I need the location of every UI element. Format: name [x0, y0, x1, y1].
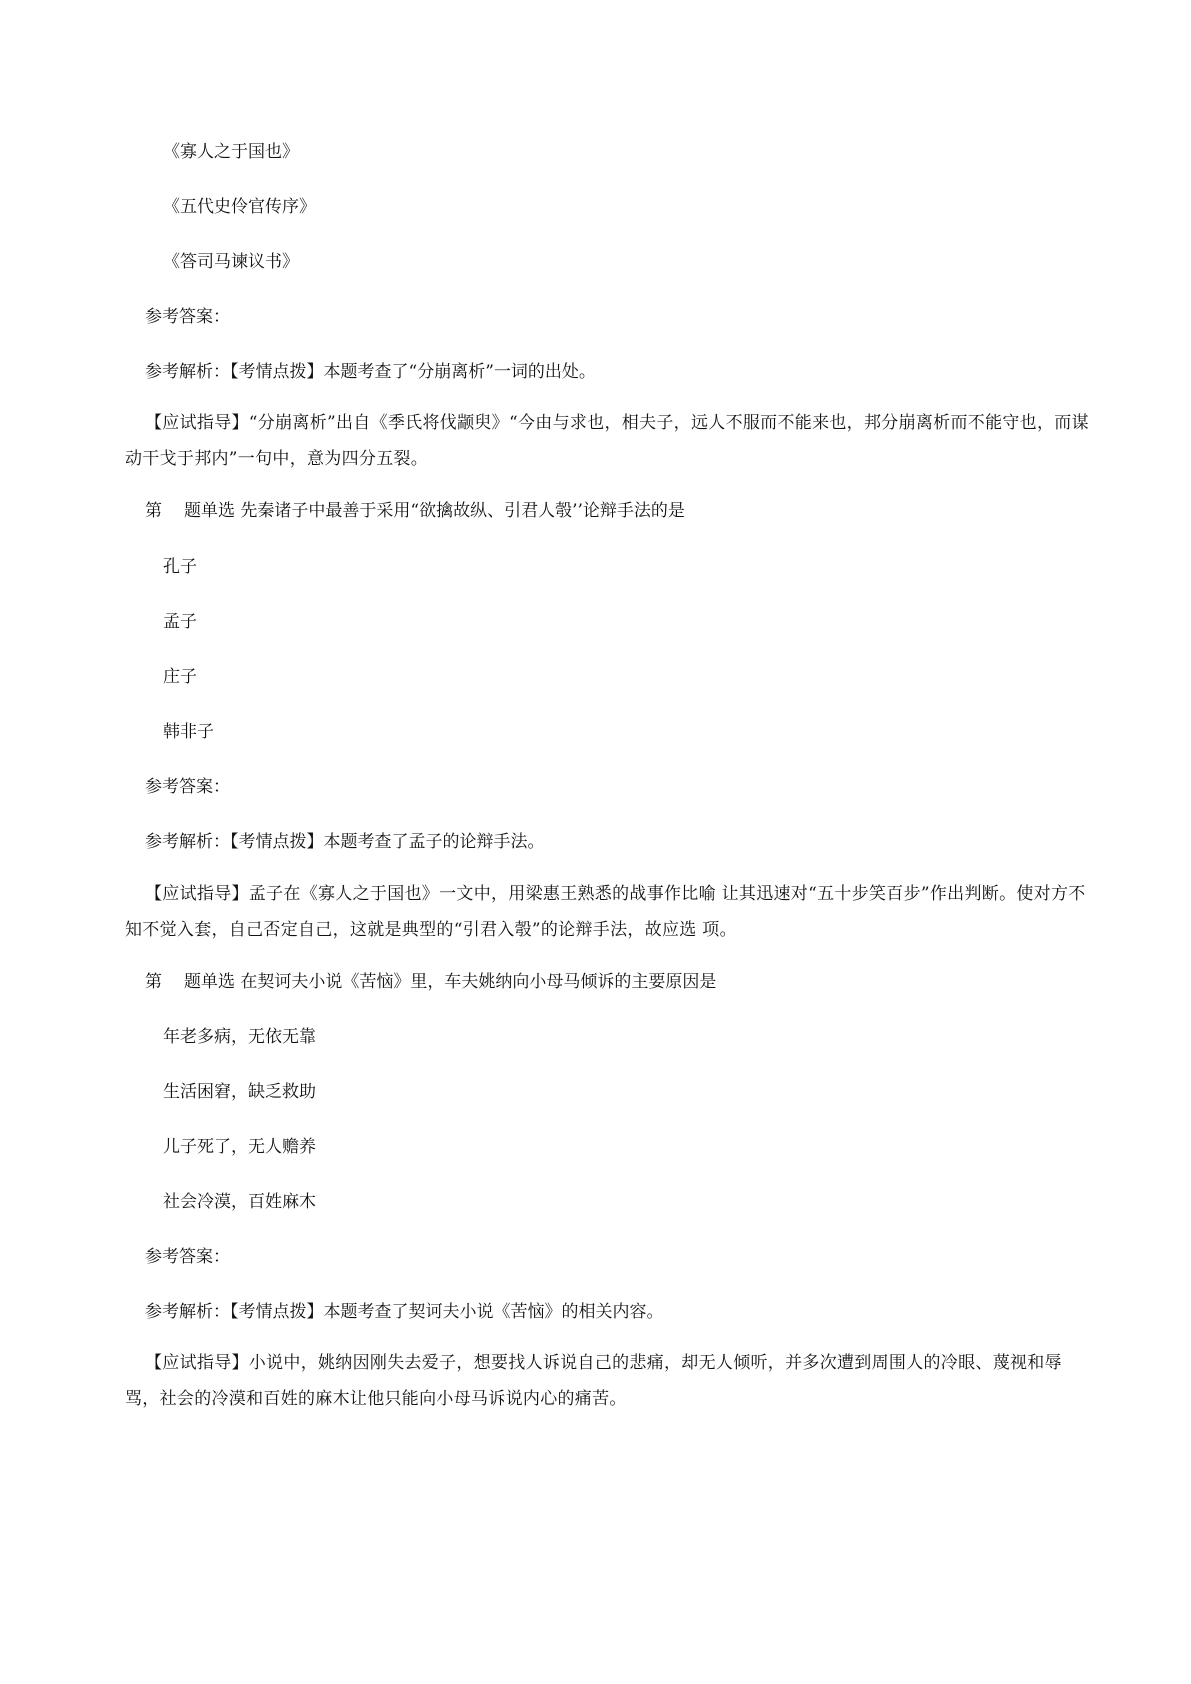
guide-text: 【应试指导】“分崩离析”出自《季氏将伐颛臾》“今由与求也，相夫子，远人不服而不能来也，邦分崩离析而不能守也，而谋动干戈于邦内”一句中，意为四分五裂。 [125, 413, 1089, 469]
option-a: 《寡人之于国也》 [163, 142, 299, 162]
guide-text: 【应试指导】小说中，姚纳因刚失去爱子，想要找人诉说自己的悲痛，却无人倾听，并多次遭到周围人的冷眼、蔑视和辱骂，社会的冷漠和百姓的麻木让他只能向小母马诉说内心的痛苦。 [125, 1353, 1062, 1409]
option-b: 孟子 [163, 612, 197, 632]
answer-label: 参考答案： [145, 307, 230, 327]
question-line [145, 500, 685, 522]
analysis-text: 参考解析：【考情点拨】本题考查了契诃夫小说《苦恼》的相关内容。 [145, 1302, 664, 1322]
question-text: 题单选 先秦诸子中最善于采用“欲擒故纵、引君人彀’’论辩手法的是 [184, 501, 685, 521]
question-prefix: 第 [145, 501, 162, 521]
guide-text: 【应试指导】孟子在《寡人之于国也》一文中，用梁惠王熟悉的战事作比喻 让其迅速对“五十步笑百步”作出判断。使对方不知不觉入套，自己否定自己，这就是典型的“引君入彀”的论辩手法，故应选 项。 [125, 884, 1086, 940]
option-c: 庄子 [163, 667, 197, 687]
answer-label: 参考答案： [145, 777, 230, 797]
analysis-text: 参考解析：【考情点拨】本题考查了孟子的论辩手法。 [145, 832, 545, 852]
option-c: 儿子死了，无人赡养 [163, 1137, 316, 1157]
answer-label: 参考答案： [145, 1247, 230, 1267]
option-b: 生活困窘，缺乏救助 [163, 1082, 316, 1102]
question-text: 题单选 在契诃夫小说《苦恼》里，车夫姚纳向小母马倾诉的主要原因是 [184, 972, 717, 992]
option-d: 社会冷漠，百姓麻木 [163, 1192, 316, 1212]
option-d: 韩非子 [163, 722, 214, 742]
option-c: 《答司马谏议书》 [163, 252, 299, 272]
option-a: 孔子 [163, 557, 197, 577]
question-line [145, 971, 716, 993]
option-b: 《五代史伶官传序》 [163, 197, 316, 217]
option-a: 年老多病，无依无靠 [163, 1027, 316, 1047]
analysis-text: 参考解析：【考情点拨】本题考查了“分崩离析”一词的出处。 [145, 362, 596, 382]
question-prefix: 第 [145, 972, 162, 992]
